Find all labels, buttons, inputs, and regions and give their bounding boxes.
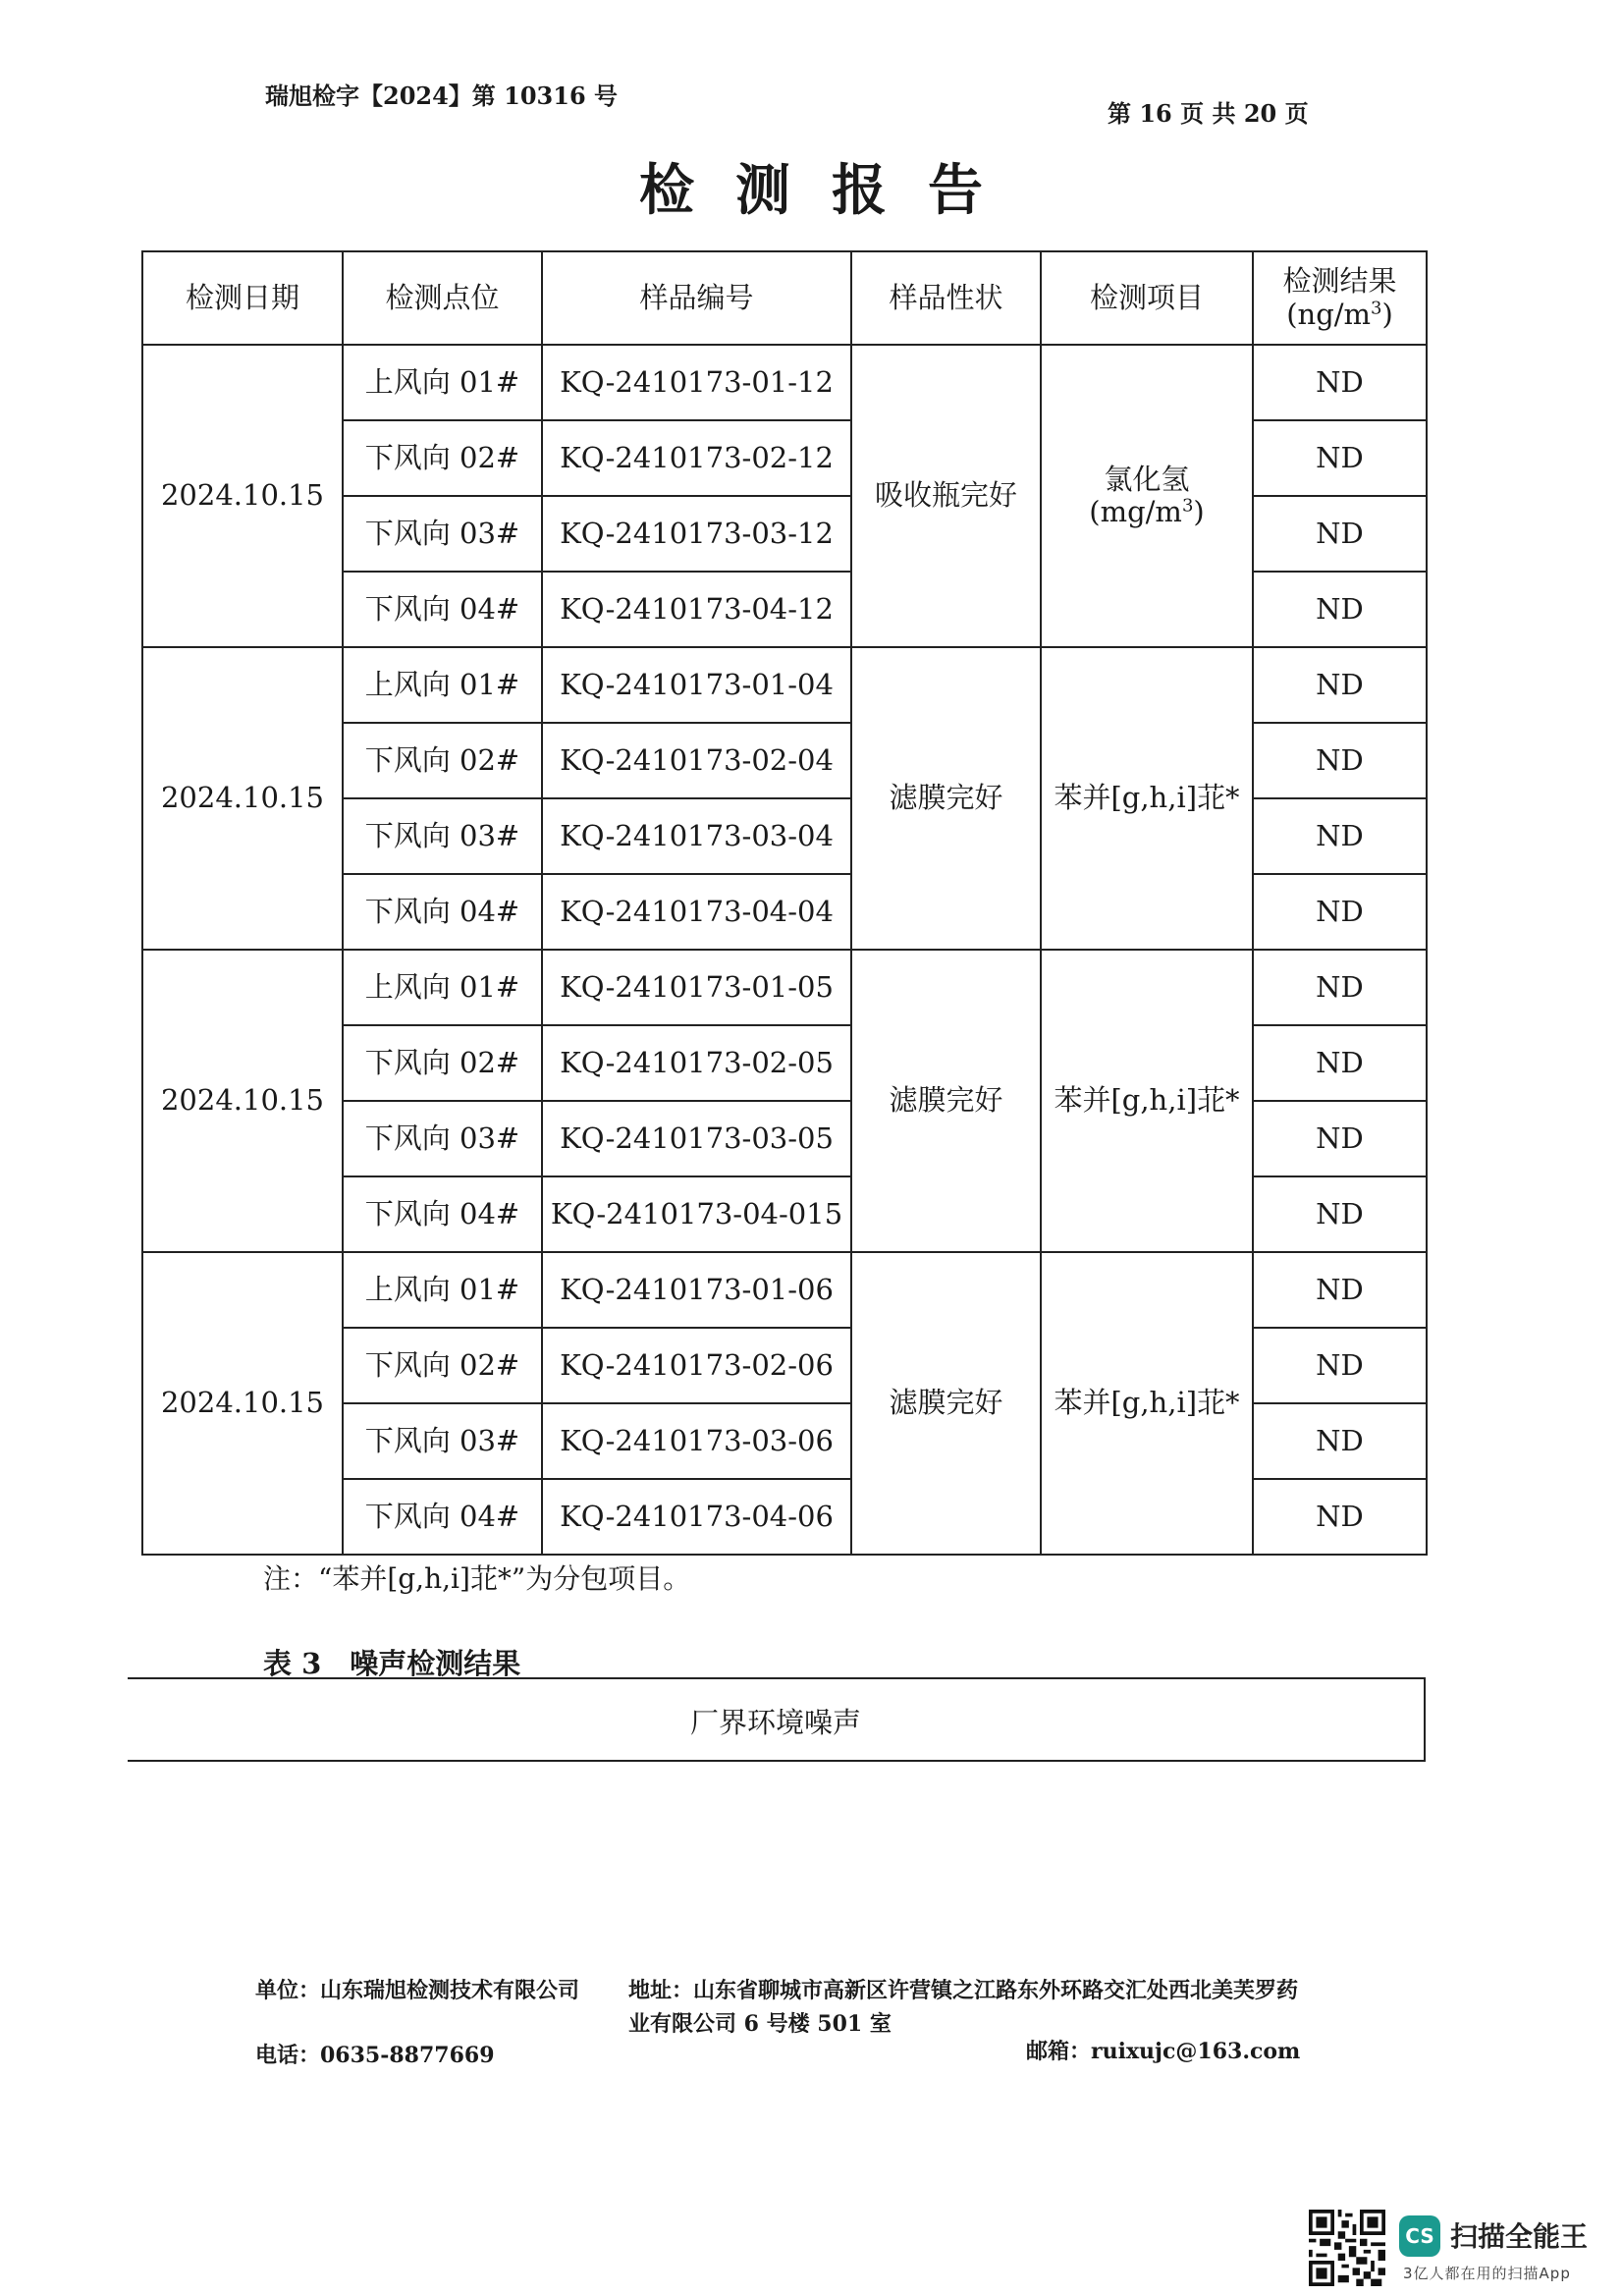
watermark-brand: 扫描全能王 (1450, 2220, 1589, 2253)
footer-email: 邮箱：ruixujc@163.com (1026, 2039, 1301, 2064)
cell-point: 下风向 03# (343, 1101, 542, 1176)
page-title: 检测报告 (639, 158, 1024, 223)
cell-result: ND (1253, 723, 1427, 798)
report-number: 瑞旭检字【2024】第 10316 号 (265, 82, 619, 110)
noise-table (128, 1677, 1426, 1762)
cell-point: 下风向 02# (343, 420, 542, 496)
cell-sample-id: KQ-2410173-01-05 (542, 950, 851, 1025)
cell-sample-id: KQ-2410173-03-04 (542, 798, 851, 874)
col-header-item: 检测项目 (1041, 251, 1253, 345)
cell-sample-state: 滤膜完好 (851, 1252, 1041, 1555)
table-body (142, 345, 1427, 1555)
cell-result: ND (1253, 798, 1427, 874)
cell-sample-id: KQ-2410173-02-04 (542, 723, 851, 798)
test-item-unit: mg/m (1100, 495, 1182, 528)
col-header-result: 检测结果 $(ng/m^3)$ (1253, 251, 1427, 345)
table-row (142, 950, 1427, 1025)
cell-point: 下风向 02# (343, 1025, 542, 1101)
col-header-point: 检测点位 (343, 251, 542, 345)
cell-point: 上风向 01# (343, 345, 542, 420)
cell-sample-state: 滤膜完好 (851, 950, 1041, 1252)
cell-point: 下风向 03# (343, 496, 542, 572)
page-number: 第 16 页 共 20 页 (1108, 99, 1309, 128)
cell-result: ND (1253, 345, 1427, 420)
table-row (142, 647, 1427, 723)
cell-sample-id: KQ-2410173-01-06 (542, 1252, 851, 1328)
cell-result: ND (1253, 1101, 1427, 1176)
cell-sample-id: KQ-2410173-01-12 (542, 345, 851, 420)
cell-test-item (1041, 647, 1253, 950)
test-item-unit-sup: 3 (1181, 495, 1194, 517)
cell-result: ND (1253, 496, 1427, 572)
scanner-watermark (1309, 2210, 1594, 2288)
test-item-name: 氯化氢 (1104, 462, 1190, 496)
cell-test-item (1041, 1252, 1253, 1555)
table-header-row (142, 251, 1427, 345)
table-note: 注：“苯并[g,h,i]苝*”为分包项目。 (263, 1562, 691, 1595)
cell-result: ND (1253, 1328, 1427, 1403)
cell-result: ND (1253, 950, 1427, 1025)
cell-sample-id: KQ-2410173-04-04 (542, 874, 851, 950)
cell-date: 2024.10.15 (142, 647, 343, 950)
cell-sample-id: KQ-2410173-02-06 (542, 1328, 851, 1403)
cell-point: 上风向 01# (343, 1252, 542, 1328)
cell-result: ND (1253, 647, 1427, 723)
cell-sample-id: KQ-2410173-01-04 (542, 647, 851, 723)
cell-point: 下风向 04# (343, 572, 542, 647)
cell-result: ND (1253, 1252, 1427, 1328)
cell-point: 下风向 04# (343, 1176, 542, 1252)
cell-result: ND (1253, 572, 1427, 647)
results-table (141, 250, 1428, 1556)
cell-sample-id: KQ-2410173-04-12 (542, 572, 851, 647)
footer-phone: 电话：0635-8877669 (255, 2043, 495, 2068)
col-header-date: 检测日期 (142, 251, 343, 345)
cell-point: 下风向 04# (343, 874, 542, 950)
cell-point: 下风向 03# (343, 798, 542, 874)
col-header-result-label: 检测结果 (1282, 264, 1397, 299)
cell-date: 2024.10.15 (142, 345, 343, 647)
test-item-name: 苯并[g,h,i]苝* (1054, 1386, 1240, 1420)
col-header-sample: 样品编号 (542, 251, 851, 345)
cell-result: ND (1253, 1479, 1427, 1555)
test-item-name: 苯并[g,h,i]苝* (1054, 1083, 1240, 1118)
footer-address: 地址：山东省聊城市高新区许营镇之江路东外环路交汇处西北美芙罗药业有限公司 6 号楼 501 室 (628, 1978, 1299, 2037)
cell-sample-id: KQ-2410173-03-06 (542, 1403, 851, 1479)
cell-sample-id: KQ-2410173-04-06 (542, 1479, 851, 1555)
footer-unit: 单位：山东瑞旭检测技术有限公司 (255, 1978, 580, 2003)
camscanner-logo-icon: CS (1399, 2215, 1440, 2257)
result-unit: ng/m (1297, 297, 1372, 331)
table-row (142, 345, 1427, 420)
watermark-slogan: 3亿人都在用的扫描App (1403, 2265, 1571, 2282)
cell-point: 下风向 02# (343, 723, 542, 798)
cell-result: ND (1253, 1403, 1427, 1479)
cell-date: 2024.10.15 (142, 950, 343, 1252)
cell-sample-id: KQ-2410173-03-12 (542, 496, 851, 572)
cell-point: 下风向 04# (343, 1479, 542, 1555)
table-row (142, 1252, 1427, 1328)
cell-point: 上风向 01# (343, 950, 542, 1025)
cell-sample-id: KQ-2410173-03-05 (542, 1101, 851, 1176)
cell-test-item: 氯化氢 $(mg/m^3)$ (1041, 345, 1253, 647)
test-item-name: 苯并[g,h,i]苝* (1054, 781, 1240, 815)
cell-sample-id: KQ-2410173-02-12 (542, 420, 851, 496)
cell-sample-id: KQ-2410173-02-05 (542, 1025, 851, 1101)
cell-test-item (1041, 950, 1253, 1252)
cell-point: 上风向 01# (343, 647, 542, 723)
cell-sample-state: 滤膜完好 (851, 647, 1041, 950)
qr-code-icon (1309, 2210, 1385, 2286)
cell-sample-state: 吸收瓶完好 (851, 345, 1041, 647)
result-unit-sup: 3 (1371, 297, 1382, 318)
cell-date: 2024.10.15 (142, 1252, 343, 1555)
noise-table-header: 厂界环境噪声 (689, 1706, 861, 1739)
cell-sample-id: KQ-2410173-04-015 (542, 1176, 851, 1252)
col-header-state: 样品性状 (851, 251, 1041, 345)
cell-point: 下风向 02# (343, 1328, 542, 1403)
cell-result: ND (1253, 1176, 1427, 1252)
table3-title: 表 3 噪声检测结果 (263, 1647, 521, 1680)
cell-result: ND (1253, 1025, 1427, 1101)
cell-result: ND (1253, 420, 1427, 496)
cell-point: 下风向 03# (343, 1403, 542, 1479)
cell-result: ND (1253, 874, 1427, 950)
